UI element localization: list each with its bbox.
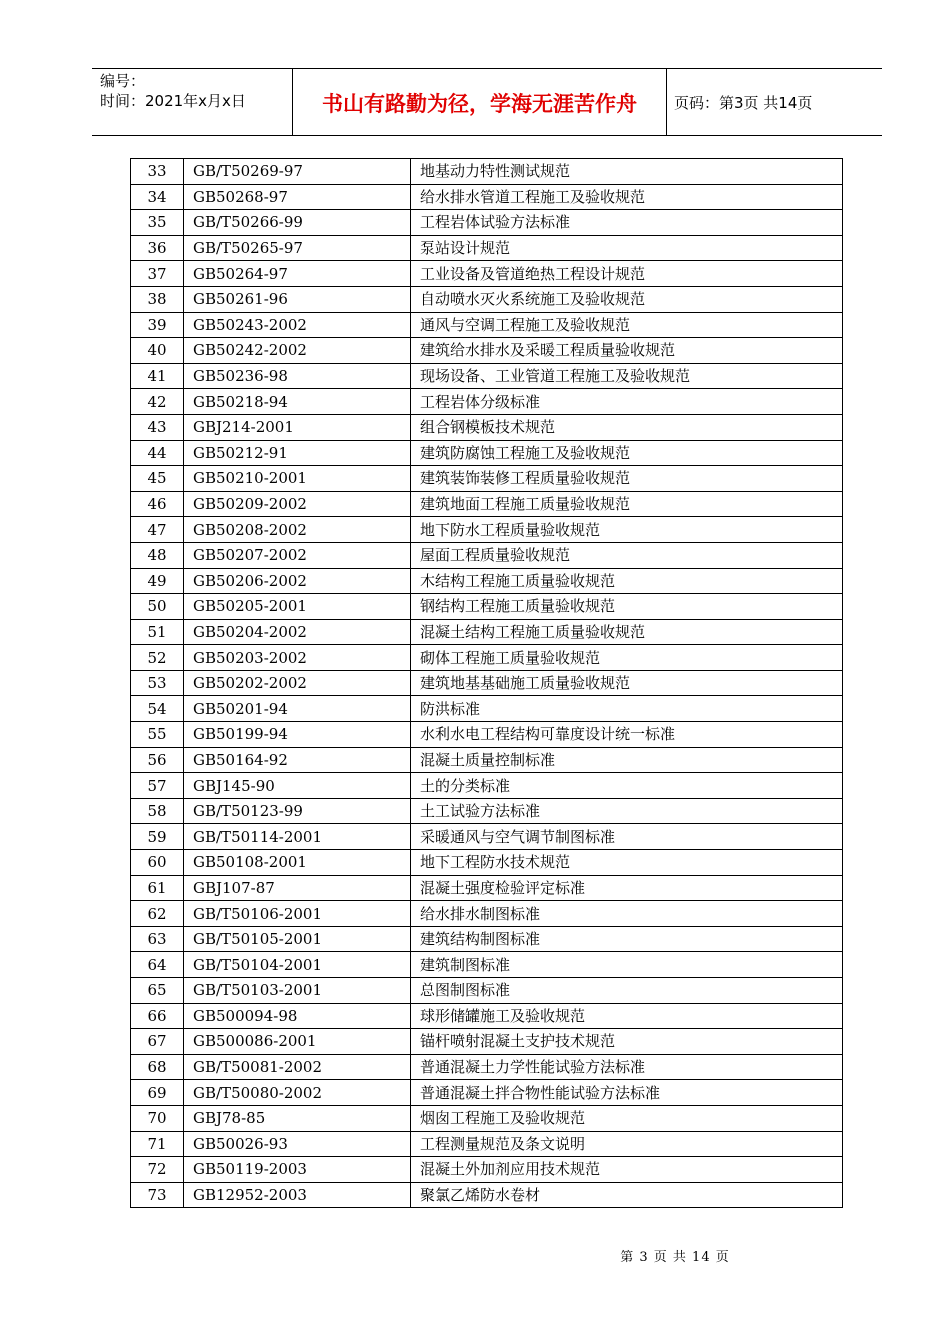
table-row bbox=[131, 440, 843, 466]
row-number: 43 bbox=[131, 414, 184, 440]
standard-name: 工业设备及管道绝热工程设计规范 bbox=[411, 261, 843, 287]
table-row bbox=[131, 824, 843, 850]
standard-code: GB/T50123-99 bbox=[184, 798, 411, 824]
standard-code: GB50210-2001 bbox=[184, 466, 411, 492]
standard-name: 混凝土外加剂应用技术规范 bbox=[411, 1157, 843, 1183]
standard-code: GB/T50265-97 bbox=[184, 235, 411, 261]
standard-name: 总图制图标准 bbox=[411, 978, 843, 1004]
table-row bbox=[131, 466, 843, 492]
standard-code: GB/T50081-2002 bbox=[184, 1054, 411, 1080]
standard-name: 屋面工程质量验收规范 bbox=[411, 542, 843, 568]
standard-code: GB50242-2002 bbox=[184, 338, 411, 364]
table-row bbox=[131, 722, 843, 748]
standard-name: 混凝土结构工程施工质量验收规范 bbox=[411, 619, 843, 645]
standard-name: 建筑地基基础施工质量验收规范 bbox=[411, 670, 843, 696]
row-number: 51 bbox=[131, 619, 184, 645]
standard-name: 建筑结构制图标准 bbox=[411, 926, 843, 952]
standard-name: 通风与空调工程施工及验收规范 bbox=[411, 312, 843, 338]
table-row bbox=[131, 952, 843, 978]
row-number: 60 bbox=[131, 850, 184, 876]
standard-code: GB50204-2002 bbox=[184, 619, 411, 645]
standard-name: 普通混凝土力学性能试验方法标准 bbox=[411, 1054, 843, 1080]
table-row bbox=[131, 312, 843, 338]
standard-code: GBJ214-2001 bbox=[184, 414, 411, 440]
table-row bbox=[131, 1182, 843, 1208]
standard-name: 工程测量规范及条文说明 bbox=[411, 1131, 843, 1157]
row-number: 73 bbox=[131, 1182, 184, 1208]
standard-code: GB50164-92 bbox=[184, 747, 411, 773]
standard-code: GB50026-93 bbox=[184, 1131, 411, 1157]
standard-code: GB50264-97 bbox=[184, 261, 411, 287]
row-number: 72 bbox=[131, 1157, 184, 1183]
table-row bbox=[131, 517, 843, 543]
standard-name: 烟囱工程施工及验收规范 bbox=[411, 1105, 843, 1131]
row-number: 70 bbox=[131, 1105, 184, 1131]
standard-name: 给水排水制图标准 bbox=[411, 901, 843, 927]
standard-name: 建筑给水排水及采暖工程质量验收规范 bbox=[411, 338, 843, 364]
time-label: 时间：2021年x月x日 bbox=[100, 92, 246, 110]
standard-name: 聚氯乙烯防水卷材 bbox=[411, 1182, 843, 1208]
standard-name: 泵站设计规范 bbox=[411, 235, 843, 261]
standard-name: 建筑地面工程施工质量验收规范 bbox=[411, 491, 843, 517]
standard-code: GB500094-98 bbox=[184, 1003, 411, 1029]
standard-name: 建筑装饰装修工程质量验收规范 bbox=[411, 466, 843, 492]
row-number: 65 bbox=[131, 978, 184, 1004]
row-number: 71 bbox=[131, 1131, 184, 1157]
serial-label: 编号： bbox=[100, 72, 146, 90]
standard-code: GB/T50114-2001 bbox=[184, 824, 411, 850]
standards-table bbox=[130, 158, 843, 1208]
standard-name: 地下工程防水技术规范 bbox=[411, 850, 843, 876]
row-number: 59 bbox=[131, 824, 184, 850]
table-row bbox=[131, 414, 843, 440]
standard-code: GB12952-2003 bbox=[184, 1182, 411, 1208]
row-number: 34 bbox=[131, 184, 184, 210]
row-number: 35 bbox=[131, 210, 184, 236]
standard-code: GB/T50105-2001 bbox=[184, 926, 411, 952]
table-row bbox=[131, 1029, 843, 1055]
table-row bbox=[131, 696, 843, 722]
row-number: 33 bbox=[131, 159, 184, 185]
standard-code: GB50243-2002 bbox=[184, 312, 411, 338]
table-row bbox=[131, 1131, 843, 1157]
standard-name: 球形储罐施工及验收规范 bbox=[411, 1003, 843, 1029]
row-number: 57 bbox=[131, 773, 184, 799]
row-number: 48 bbox=[131, 542, 184, 568]
standard-code: GB50212-91 bbox=[184, 440, 411, 466]
row-number: 44 bbox=[131, 440, 184, 466]
table-row bbox=[131, 159, 843, 185]
standard-code: GB50261-96 bbox=[184, 286, 411, 312]
standard-name: 防洪标准 bbox=[411, 696, 843, 722]
standard-code: GB50199-94 bbox=[184, 722, 411, 748]
standard-name: 混凝土强度检验评定标准 bbox=[411, 875, 843, 901]
header-page-info: 页码：第3页 共14页 bbox=[674, 94, 813, 112]
table-row bbox=[131, 338, 843, 364]
row-number: 41 bbox=[131, 363, 184, 389]
standard-name: 锚杆喷射混凝土支护技术规范 bbox=[411, 1029, 843, 1055]
row-number: 67 bbox=[131, 1029, 184, 1055]
standard-code: GB50203-2002 bbox=[184, 645, 411, 671]
table-row bbox=[131, 235, 843, 261]
standard-code: GBJ145-90 bbox=[184, 773, 411, 799]
table-row bbox=[131, 645, 843, 671]
row-number: 38 bbox=[131, 286, 184, 312]
row-number: 64 bbox=[131, 952, 184, 978]
row-number: 36 bbox=[131, 235, 184, 261]
standards-table-body bbox=[131, 159, 843, 1208]
standard-name: 地基动力特性测试规范 bbox=[411, 159, 843, 185]
standard-name: 工程岩体试验方法标准 bbox=[411, 210, 843, 236]
row-number: 56 bbox=[131, 747, 184, 773]
standard-code: GB/T50269-97 bbox=[184, 159, 411, 185]
row-number: 50 bbox=[131, 594, 184, 620]
row-number: 55 bbox=[131, 722, 184, 748]
table-row bbox=[131, 670, 843, 696]
table-row bbox=[131, 619, 843, 645]
table-row bbox=[131, 875, 843, 901]
table-row bbox=[131, 901, 843, 927]
table-row bbox=[131, 773, 843, 799]
row-number: 68 bbox=[131, 1054, 184, 1080]
header-divider bbox=[666, 69, 667, 136]
row-number: 42 bbox=[131, 389, 184, 415]
standard-code: GB/T50266-99 bbox=[184, 210, 411, 236]
table-row bbox=[131, 1080, 843, 1106]
standard-code: GB50206-2002 bbox=[184, 568, 411, 594]
row-number: 49 bbox=[131, 568, 184, 594]
standard-name: 建筑防腐蚀工程施工及验收规范 bbox=[411, 440, 843, 466]
table-row bbox=[131, 491, 843, 517]
row-number: 37 bbox=[131, 261, 184, 287]
standard-code: GB50207-2002 bbox=[184, 542, 411, 568]
table-row bbox=[131, 286, 843, 312]
standard-name: 工程岩体分级标准 bbox=[411, 389, 843, 415]
table-row bbox=[131, 542, 843, 568]
table-row bbox=[131, 210, 843, 236]
row-number: 69 bbox=[131, 1080, 184, 1106]
standard-name: 自动喷水灭火系统施工及验收规范 bbox=[411, 286, 843, 312]
row-number: 52 bbox=[131, 645, 184, 671]
row-number: 54 bbox=[131, 696, 184, 722]
header-meta bbox=[100, 71, 290, 111]
header-slogan: 书山有路勤为径，学海无涯苦作舟 bbox=[322, 91, 637, 116]
table-row bbox=[131, 926, 843, 952]
standard-name: 土工试验方法标准 bbox=[411, 798, 843, 824]
standard-code: GB50268-97 bbox=[184, 184, 411, 210]
standard-code: GB500086-2001 bbox=[184, 1029, 411, 1055]
standard-name: 采暖通风与空气调节制图标准 bbox=[411, 824, 843, 850]
table-row bbox=[131, 978, 843, 1004]
table-row bbox=[131, 1105, 843, 1131]
row-number: 58 bbox=[131, 798, 184, 824]
row-number: 62 bbox=[131, 901, 184, 927]
table-row bbox=[131, 389, 843, 415]
standard-code: GBJ78-85 bbox=[184, 1105, 411, 1131]
row-number: 53 bbox=[131, 670, 184, 696]
standard-code: GB50201-94 bbox=[184, 696, 411, 722]
table-row bbox=[131, 1003, 843, 1029]
standard-code: GB50205-2001 bbox=[184, 594, 411, 620]
table-row bbox=[131, 850, 843, 876]
standard-name: 给水排水管道工程施工及验收规范 bbox=[411, 184, 843, 210]
standard-code: GB/T50103-2001 bbox=[184, 978, 411, 1004]
standard-name: 木结构工程施工质量验收规范 bbox=[411, 568, 843, 594]
standard-name: 钢结构工程施工质量验收规范 bbox=[411, 594, 843, 620]
standard-code: GB/T50080-2002 bbox=[184, 1080, 411, 1106]
row-number: 45 bbox=[131, 466, 184, 492]
standard-name: 土的分类标准 bbox=[411, 773, 843, 799]
row-number: 63 bbox=[131, 926, 184, 952]
table-row bbox=[131, 568, 843, 594]
footer-page-number: 第 3 页 共 14 页 bbox=[620, 1250, 730, 1265]
row-number: 47 bbox=[131, 517, 184, 543]
table-row bbox=[131, 184, 843, 210]
standard-code: GB50209-2002 bbox=[184, 491, 411, 517]
row-number: 66 bbox=[131, 1003, 184, 1029]
standard-name: 建筑制图标准 bbox=[411, 952, 843, 978]
standard-code: GB/T50106-2001 bbox=[184, 901, 411, 927]
standard-code: GB50119-2003 bbox=[184, 1157, 411, 1183]
row-number: 46 bbox=[131, 491, 184, 517]
table-row bbox=[131, 261, 843, 287]
page-footer bbox=[0, 1246, 950, 1265]
row-number: 40 bbox=[131, 338, 184, 364]
standard-name: 混凝土质量控制标准 bbox=[411, 747, 843, 773]
table-row bbox=[131, 747, 843, 773]
standard-name: 水利水电工程结构可靠度设计统一标准 bbox=[411, 722, 843, 748]
row-number: 61 bbox=[131, 875, 184, 901]
row-number: 39 bbox=[131, 312, 184, 338]
standard-code: GB50236-98 bbox=[184, 363, 411, 389]
standard-code: GBJ107-87 bbox=[184, 875, 411, 901]
standard-code: GB50202-2002 bbox=[184, 670, 411, 696]
table-row bbox=[131, 594, 843, 620]
table-row bbox=[131, 1157, 843, 1183]
standard-name: 现场设备、工业管道工程施工及验收规范 bbox=[411, 363, 843, 389]
table-row bbox=[131, 363, 843, 389]
table-row bbox=[131, 798, 843, 824]
table-row bbox=[131, 1054, 843, 1080]
standard-name: 地下防水工程质量验收规范 bbox=[411, 517, 843, 543]
standard-code: GB50108-2001 bbox=[184, 850, 411, 876]
standard-name: 组合钢模板技术规范 bbox=[411, 414, 843, 440]
standard-name: 普通混凝土拌合物性能试验方法标准 bbox=[411, 1080, 843, 1106]
standard-code: GB/T50104-2001 bbox=[184, 952, 411, 978]
page-header bbox=[92, 68, 882, 136]
standard-code: GB50208-2002 bbox=[184, 517, 411, 543]
standard-name: 砌体工程施工质量验收规范 bbox=[411, 645, 843, 671]
standard-code: GB50218-94 bbox=[184, 389, 411, 415]
